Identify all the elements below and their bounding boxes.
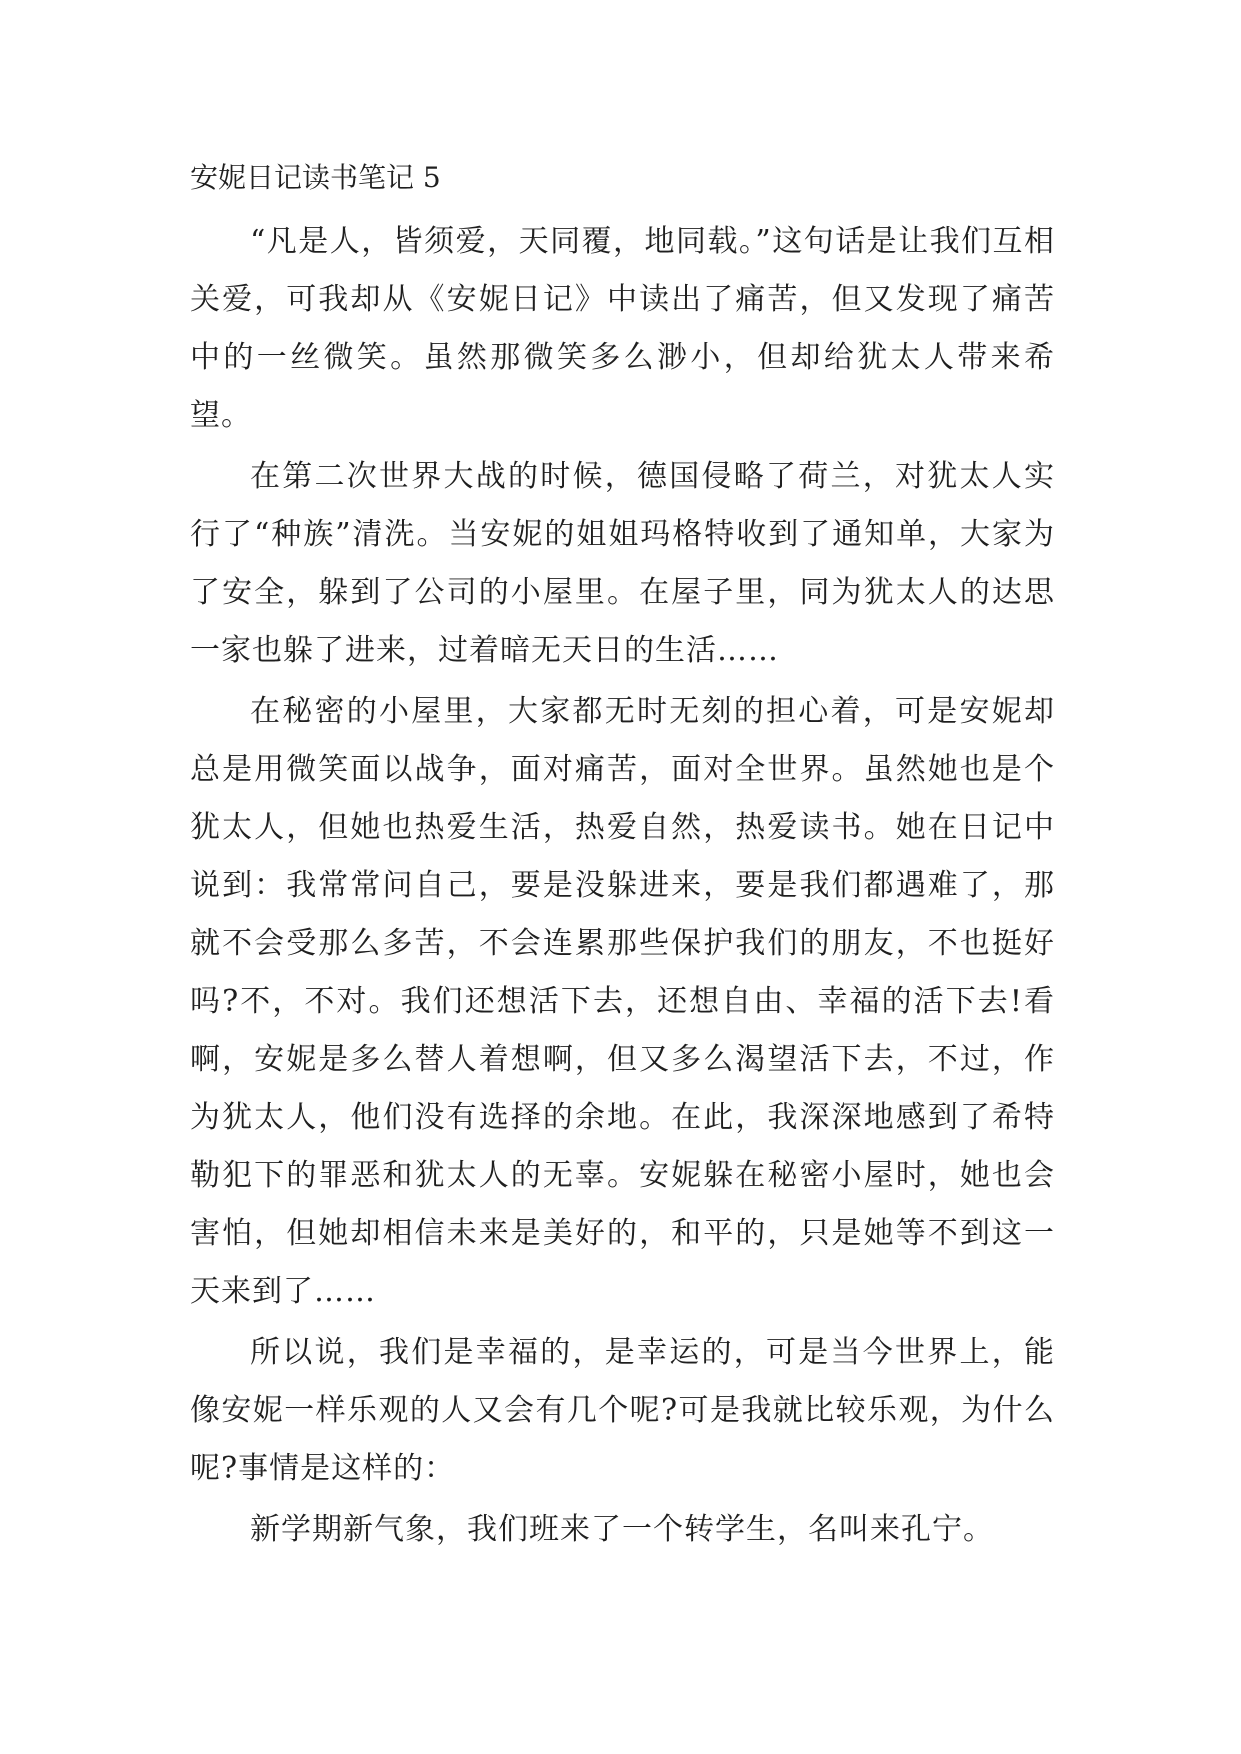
document-title: 安妮日记读书笔记 5: [190, 161, 441, 194]
paragraph-3: 在秘密的小屋里，大家都无时无刻的担心着，可是安妮却总是用微笑面以战争，面对痛苦，面对全世界。虽然她也是个犹太人，但她也热爱生活，热爱自然，热爱读书。她在日记中说到：我常常问自己，要是没躲进来，要是我们都遇难了，那就不会受那么多苦，不会连累那些保护我们的朋友，不也挺好吗?不，不对。我们还想活下去，还想自由、幸福的活下去!看啊，安妮是多么替人着想啊，但又多么渴望活下去，不过，作为犹太人，他们没有选择的余地。在此，我深深地感到了希特勒犯下的罪恶和犹太人的无辜。安妮躲在秘密小屋时，她也会害怕，但她却相信未来是美好的，和平的，只是她等不到这一天来到了……: [190, 694, 1055, 1309]
paragraph-1: “凡是人，皆须爱，天同覆，地同载。”这句话是让我们互相关爱，可我却从《安妮日记》中读出了痛苦，但又发现了痛苦中的一丝微笑。虽然那微笑多么渺小，但却给犹太人带来希望。: [190, 224, 1055, 433]
paragraph-2: 在第二次世界大战的时候，德国侵略了荷兰，对犹太人实行了“种族”清洗。当安妮的姐姐玛格特收到了通知单，大家为了安全，躲到了公司的小屋里。在屋子里，同为犹太人的达思一家也躲了进来，过着暗无天日的生活……: [190, 459, 1055, 668]
paragraph-5: 新学期新气象，我们班来了一个转学生，名叫来孔宁。: [250, 1512, 994, 1547]
document-body: [190, 158, 1055, 1562]
paragraph-4: 所以说，我们是幸福的，是幸运的，可是当今世界上，能像安妮一样乐观的人又会有几个呢?可是我就比较乐观，为什么呢?事情是这样的：: [190, 1335, 1055, 1486]
